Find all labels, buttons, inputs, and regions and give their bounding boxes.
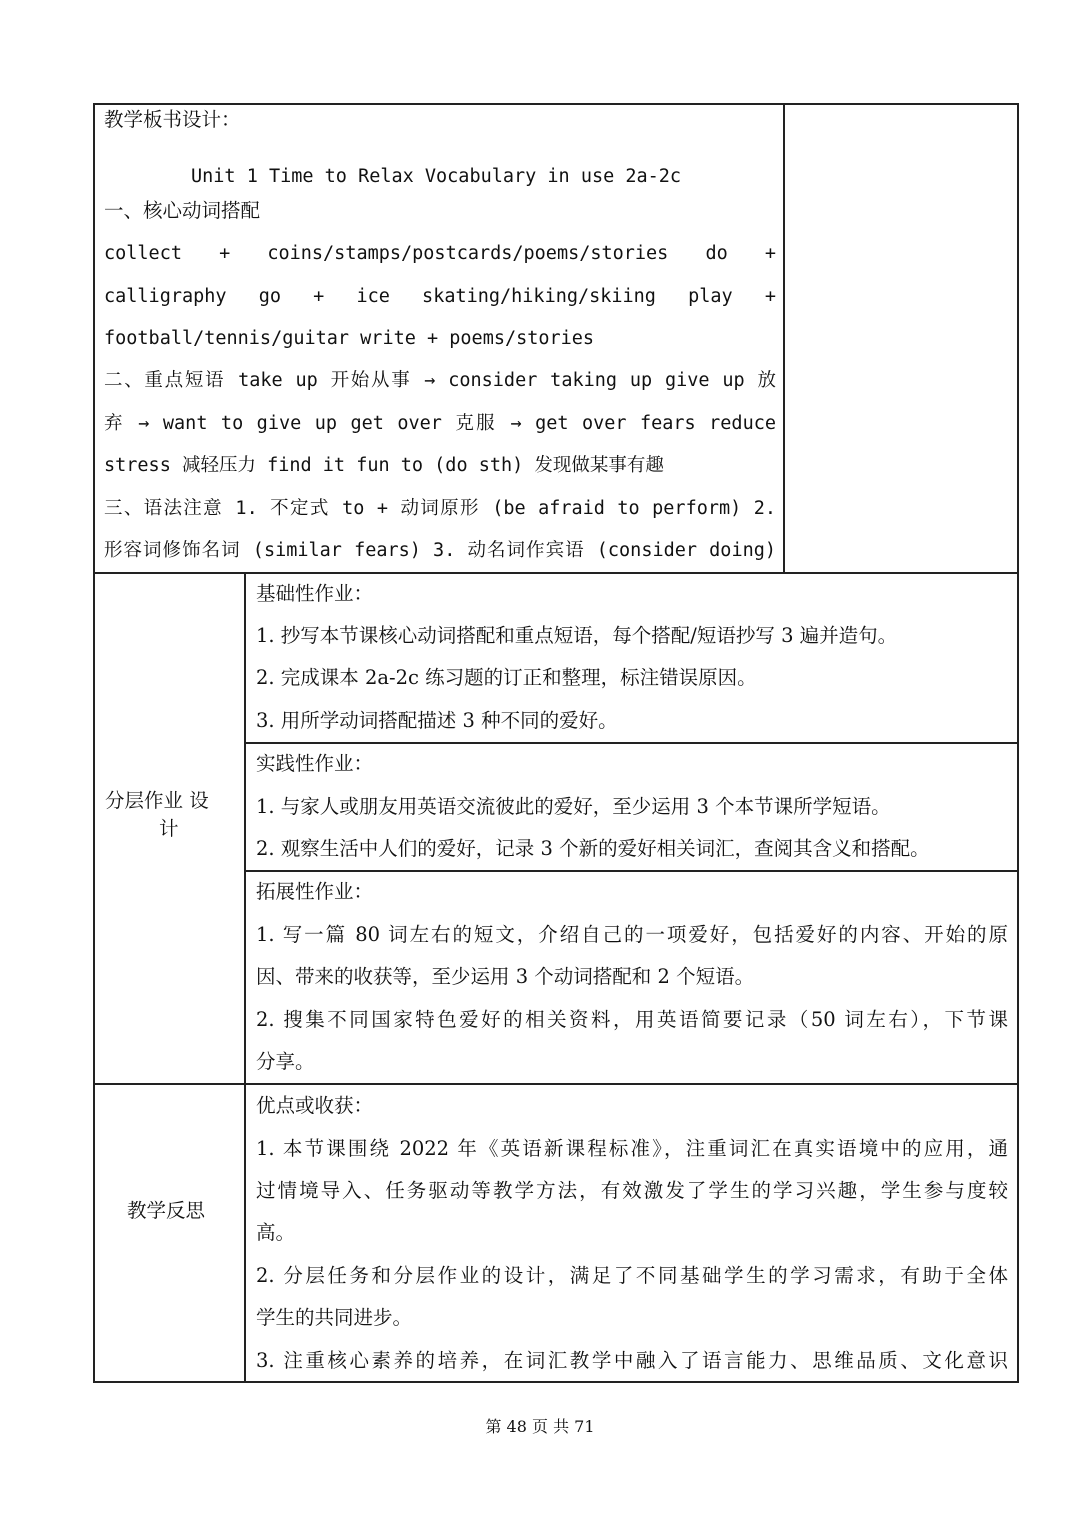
reflection-label: 教学反思 (127, 1199, 206, 1222)
basic-homework-item: 2. 完成课本 2a-2c 练习题的订正和整理，标注错误原因。 (256, 666, 757, 689)
board-line: stress 减轻压力 find it fun to (do sth) 发现做某事有趣 (104, 455, 664, 476)
homework-label: 分层作业 设 (105, 789, 209, 812)
basic-homework-item: 3. 用所学动词搭配描述 3 种不同的爱好。 (256, 709, 618, 732)
extension-homework-line: 2. 搜集不同国家特色爱好的相关资料，用英语简要记录（50 词左右），下节课 (256, 1008, 1008, 1031)
basic-homework-title: 基础性作业： (256, 582, 374, 605)
reflection-line: 2. 分层任务和分层作业的设计，满足了不同基础学生的学习需求，有助于全体 (256, 1264, 1008, 1287)
row-divider-2 (93, 1083, 1019, 1085)
extension-homework-line: 因、带来的收获等，至少运用 3 个动词搭配和 2 个短语。 (256, 965, 755, 988)
board-line: 二、重点短语 take up 开始从事 → consider taking up give up 放 (104, 370, 776, 391)
reflection-line: 高。 (256, 1221, 296, 1244)
board-line: football/tennis/guitar write + poems/stories (104, 328, 595, 349)
practice-homework-item: 2. 观察生活中人们的爱好，记录 3 个新的爱好相关词汇，查阅其含义和搭配。 (256, 837, 930, 860)
board-line: 形容词修饰名词 (similar fears) 3. 动名词作宾语 (consider doing) (104, 540, 776, 561)
board-line: 弃 → want to give up get over 克服 → get over fears reduce (104, 413, 776, 434)
reflection-line: 学生的共同进步。 (256, 1306, 413, 1329)
board-line: calligraphy go + ice skating/hiking/skiing play + (104, 286, 776, 307)
row1-side-divider (783, 103, 785, 573)
board-design-label: 教学板书设计： (104, 108, 241, 131)
practice-homework-title: 实践性作业： (256, 752, 374, 775)
board-line: collect + coins/stamps/postcards/poems/stories do + (104, 243, 776, 264)
reflection-line: 3. 注重核心素养的培养，在词汇教学中融入了语言能力、思维品质、文化意识 (256, 1349, 1008, 1372)
board-line: 三、语法注意 1. 不定式 to + 动词原形 (be afraid to perform) 2. (104, 498, 776, 519)
label-column-divider (244, 572, 246, 1382)
reflection-line: 1. 本节课围绕 2022 年《英语新课程标准》，注重词汇在真实语境中的应用，通 (256, 1137, 1008, 1160)
homework-label-cont: 计 (159, 817, 179, 840)
basic-homework-item: 1. 抄写本节课核心动词搭配和重点短语，每个搭配/短语抄写 3 遍并造句。 (256, 624, 898, 647)
practice-homework-item: 1. 与家人或朋友用英语交流彼此的爱好，至少运用 3 个本节课所学短语。 (256, 795, 891, 818)
board-design-title: Unit 1 Time to Relax Vocabulary in use 2a-2c (191, 166, 682, 187)
extension-homework-title: 拓展性作业： (256, 880, 374, 903)
reflection-title: 优点或收获： (256, 1094, 374, 1117)
table-border-left (93, 103, 95, 1383)
reflection-line: 过情境导入、任务驱动等教学方法，有效激发了学生的学习兴趣，学生参与度较 (256, 1179, 1008, 1202)
page-footer: 第 48 页 共 71 (485, 1417, 595, 1436)
row-divider-1 (93, 572, 1019, 574)
board-line: 一、核心动词搭配 (104, 199, 261, 222)
extension-homework-line: 分享。 (256, 1050, 315, 1073)
extension-homework-line: 1. 写一篇 80 词左右的短文，介绍自己的一项爱好，包括爱好的内容、开始的原 (256, 923, 1008, 946)
